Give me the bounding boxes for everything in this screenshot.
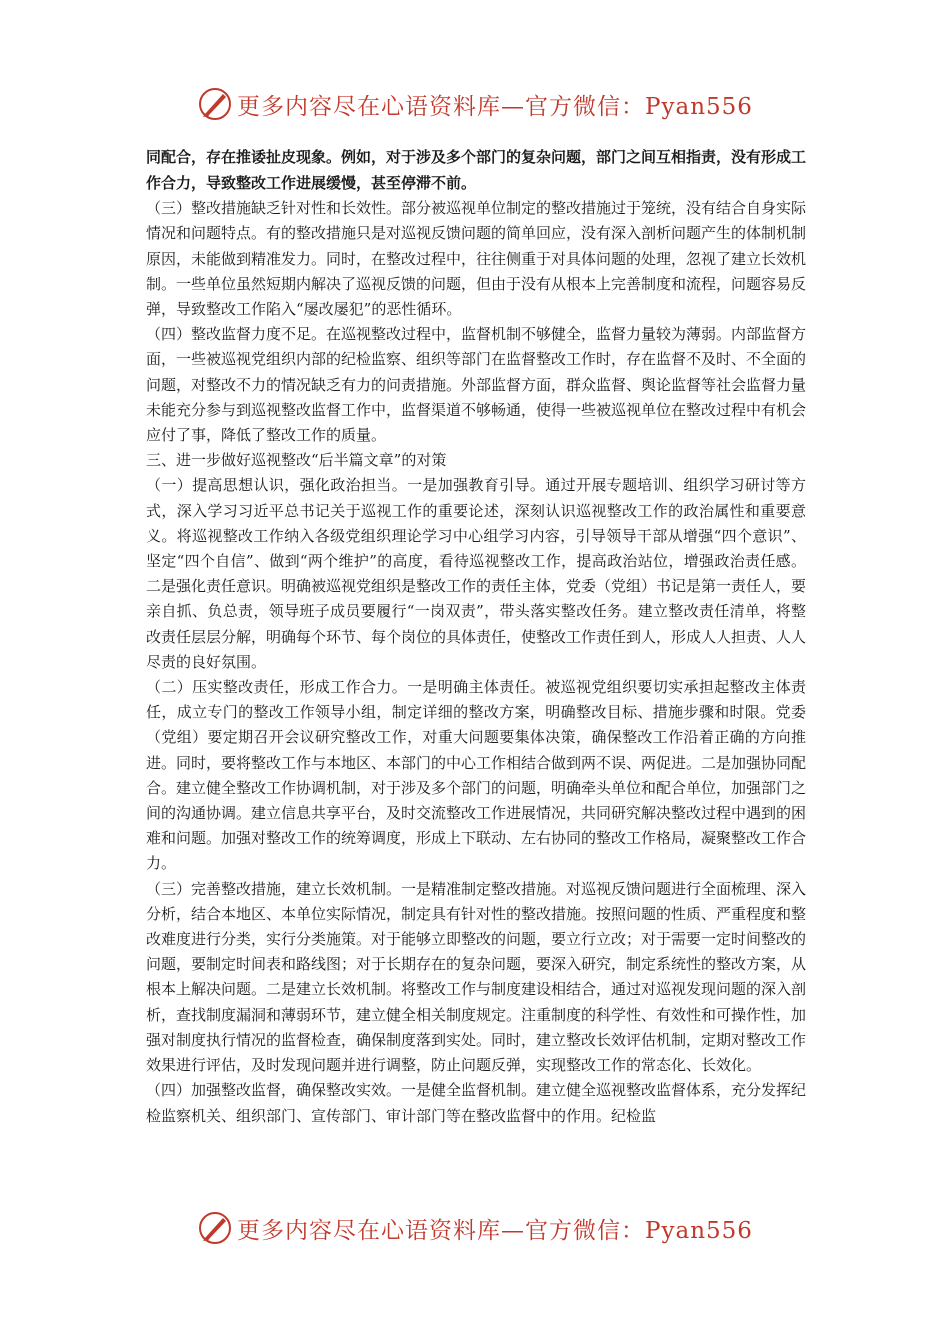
banner-text: 更多内容尽在心语资料库—官方微信：Pyan556 (237, 93, 753, 120)
banner-text: 更多内容尽在心语资料库—官方微信：Pyan556 (237, 1217, 753, 1244)
document-body (146, 145, 806, 1129)
paragraph: （三）整改措施缺乏针对性和长效性。部分被巡视单位制定的整改措施过于笼统，没有结合自身实际情况和问题特点。有的整改措施只是对巡视反馈问题的简单回应，没有深入剖析问题产生的体制机制原因，未能做到精准发力。同时，在整改过程中，往往侧重于对具体问题的处理，忽视了建立长效机制。一些单位虽然短期内解决了巡视反馈的问题，但由于没有从根本上完善制度和流程，问题容易反弹，导致整改工作陷入“屡改屡犯”的恶性循环。 (146, 199, 807, 318)
paragraph: （一）提高思想认识，强化政治担当。一是加强教育引导。通过开展专题培训、组织学习研讨等方式，深入学习习近平总书记关于巡视工作的重要论述，深刻认识巡视整改工作的政治属性和重要意义。将巡视整改工作纳入各级党组织理论学习中心组学习内容，引导领导干部从增强“四个意识”、坚定“四个自信”、做到“两个维护”的高度，看待巡视整改工作，提高政治站位，增强政治责任感。二是强化责任意识。明确被巡视党组织是整改工作的责任主体，党委（党组）书记是第一责任人，要亲自抓、负总责，领导班子成员要履行“一岗双责”，带头落实整改任务。建立整改责任清单，将整改责任层层分解，明确每个环节、每个岗位的具体责任，使整改工作责任到人，形成人人担责、人人尽责的良好氛围。 (146, 476, 807, 671)
section-heading: 三、进一步做好巡视整改“后半篇文章”的对策 (146, 451, 447, 470)
paragraph: （三）完善整改措施，建立长效机制。一是精准制定整改措施。对巡视反馈问题进行全面梳理、深入分析，结合本地区、本单位实际情况，制定具有针对性的整改措施。按照问题的性质、严重程度和整改难度进行分类，实行分类施策。对于能够立即整改的问题，要立行立改；对于需要一定时间整改的问题，要制定时间表和路线图；对于长期存在的复杂问题，要深入研究，制定系统性的整改方案，从根本上解决问题。二是建立长效机制。将整改工作与制度建设相结合，通过对巡视发现问题的深入剖析，查找制度漏洞和薄弱环节，建立健全相关制度规定。注重制度的科学性、有效性和可操作性，加强对制度执行情况的监督检查，确保制度落到实处。同时，建立整改长效评估机制，定期对整改工作效果进行评估，及时发现问题并进行调整，防止问题反弹，实现整改工作的常态化、长效化。 (146, 879, 807, 1075)
pen-quill-icon (197, 86, 233, 122)
paragraph: （四）加强整改监督，确保整改实效。一是健全监督机制。建立健全巡视整改监督体系，充分发挥纪检监察机关、组织部门、宣传部门、审计部门等在整改监督中的作用。纪检监 (146, 1081, 807, 1125)
footer-watermark-banner (0, 1206, 950, 1250)
pen-quill-icon (197, 1210, 233, 1246)
paragraph: （四）整改监督力度不足。在巡视整改过程中，监督机制不够健全，监督力量较为薄弱。内部监督方面，一些被巡视党组织内部的纪检监察、组织等部门在监督整改工作时，存在监督不及时、不全面的问题，对整改不力的情况缺乏有力的问责措施。外部监督方面，群众监督、舆论监督等社会监督力量未能充分参与到巡视整改监督工作中，监督渠道不够畅通，使得一些被巡视单位在整改过程中有机会应付了事，降低了整改工作的质量。 (146, 325, 807, 445)
header-watermark-banner (0, 82, 950, 126)
paragraph: 同配合，存在推诿扯皮现象。例如，对于涉及多个部门的复杂问题，部门之间互相指责，没有形成工作合力，导致整改工作进展缓慢，甚至停滞不前。 (146, 148, 807, 192)
paragraph: （二）压实整改责任，形成工作合力。一是明确主体责任。被巡视党组织要切实承担起整改主体责任，成立专门的整改工作领导小组，制定详细的整改方案，明确整改目标、措施步骤和时限。党委（党组）要定期召开会议研究整改工作，对重大问题要集体决策，确保整改工作沿着正确的方向推进。同时，要将整改工作与本地区、本部门的中心工作相结合做到两不误、两促进。二是加强协同配合。建立健全整改工作协调机制，对于涉及多个部门的问题，明确牵头单位和配合单位，加强部门之间的沟通协调。建立信息共享平台，及时交流整改工作进展情况，共同研究解决整改过程中遇到的困难和问题。加强对整改工作的统筹调度，形成上下联动、左右协同的整改工作格局，凝聚整改工作合力。 (146, 678, 807, 873)
